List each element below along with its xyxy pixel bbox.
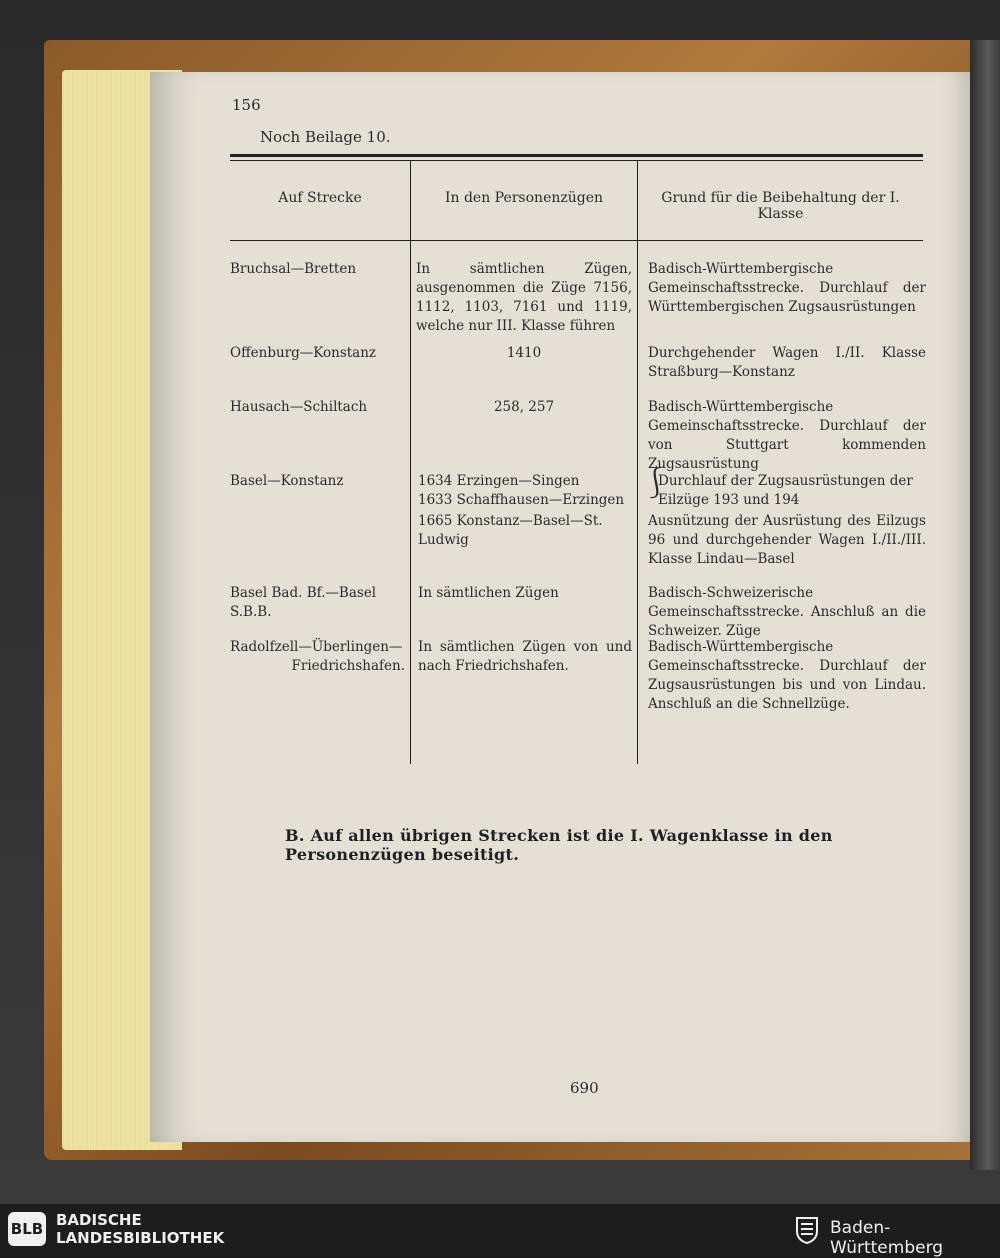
row-2-zuege: 1410 bbox=[506, 345, 542, 361]
row-4-zuege-1: 1634 Erzingen—Singen bbox=[418, 473, 580, 489]
row-4-zuege-2: 1633 Schaffhausen—Erzingen bbox=[418, 492, 625, 508]
library-name-line-1: BADISCHE bbox=[56, 1211, 142, 1229]
table-top-thin-rule bbox=[230, 160, 923, 161]
row-5-zuege: In sämtlichen Zügen bbox=[418, 585, 559, 601]
header-personenzuegen: In den Personenzügen bbox=[444, 190, 604, 206]
bottom-page-number: 690 bbox=[570, 1079, 599, 1097]
running-head: Noch Beilage 10. bbox=[260, 128, 391, 146]
state-name[interactable]: Baden-Württemberg bbox=[830, 1218, 944, 1258]
column-divider-2 bbox=[637, 160, 638, 764]
table-header-rule bbox=[230, 240, 923, 241]
row-4-brace-icon: ⎰ bbox=[641, 466, 671, 501]
row-6-strecke-a: Radolfzell—Überlingen— bbox=[230, 639, 403, 655]
row-1-strecke: Bruchsal—Bretten bbox=[230, 261, 357, 277]
row-4-grund-b: Ausnützung der Ausrüstung des Eilzugs 96 und durchgehender Wagen I./II./III. Klasse Lindau—Basel bbox=[648, 513, 926, 567]
row-4-grund-a: Durchlauf der Zugsausrüstungen der Eilzüge 193 und 194 bbox=[658, 473, 913, 508]
book-page bbox=[150, 72, 970, 1142]
row-3-strecke: Hausach—Schiltach bbox=[230, 399, 368, 415]
row-6-zuege: In sämtlichen Zügen von und nach Friedrichshafen. bbox=[418, 639, 632, 674]
column-divider-1 bbox=[410, 160, 411, 764]
row-1-grund: Badisch-Württembergische Gemeinschaftsstrecke. Durchlauf der Württembergischen Zugsausrüstungen bbox=[648, 261, 926, 315]
header-auf-strecke: Auf Strecke bbox=[278, 190, 362, 206]
row-6-strecke-b: Friedrichshafen. bbox=[291, 658, 405, 674]
header-grund: Grund für die Beibehaltung der I. Klasse bbox=[661, 190, 900, 222]
coat-of-arms-icon[interactable] bbox=[794, 1214, 820, 1244]
row-1-zuege: In sämtlichen Zügen, ausgenommen die Züge 7156, 1112, 1103, 7161 und 1119, welche nur III. Klasse führen bbox=[416, 261, 632, 334]
row-2-grund: Durchgehender Wagen I./II. Klasse Straßburg—Konstanz bbox=[648, 345, 926, 380]
page-number: 156 bbox=[232, 96, 261, 114]
library-name-line-2: LANDESBIBLIOTHEK bbox=[56, 1229, 225, 1247]
blb-logo-icon[interactable]: BLB bbox=[8, 1212, 46, 1246]
row-4-strecke: Basel—Konstanz bbox=[230, 473, 344, 489]
row-6-grund: Badisch-Württembergische Gemeinschaftsstrecke. Durchlauf der Zugsausrüstungen bis und von Lindau. Anschluß an die Schnellzüge. bbox=[648, 639, 926, 712]
row-2-strecke: Offenburg—Konstanz bbox=[230, 345, 377, 361]
row-5-grund: Badisch-Schweizerische Gemeinschaftsstrecke. Anschluß an die Schweizer. Züge bbox=[648, 585, 926, 639]
table-top-rule bbox=[230, 154, 923, 157]
closing-statement: B. Auf allen übrigen Strecken ist die I. Wagenklasse in den Personenzügen beseitigt. bbox=[285, 826, 833, 864]
book-spine bbox=[970, 40, 1000, 1170]
library-name[interactable] bbox=[56, 1211, 224, 1247]
footer-bar bbox=[0, 1204, 1000, 1258]
row-3-zuege: 258, 257 bbox=[493, 399, 555, 415]
row-5-strecke: Basel Bad. Bf.—Basel S.B.B. bbox=[230, 585, 377, 620]
row-4-zuege-3: 1665 Konstanz—Basel—St. Ludwig bbox=[418, 513, 603, 548]
row-3-grund: Badisch-Württembergische Gemeinschaftsstrecke. Durchlauf der von Stuttgart kommenden Zugsausrüstung bbox=[648, 399, 926, 472]
